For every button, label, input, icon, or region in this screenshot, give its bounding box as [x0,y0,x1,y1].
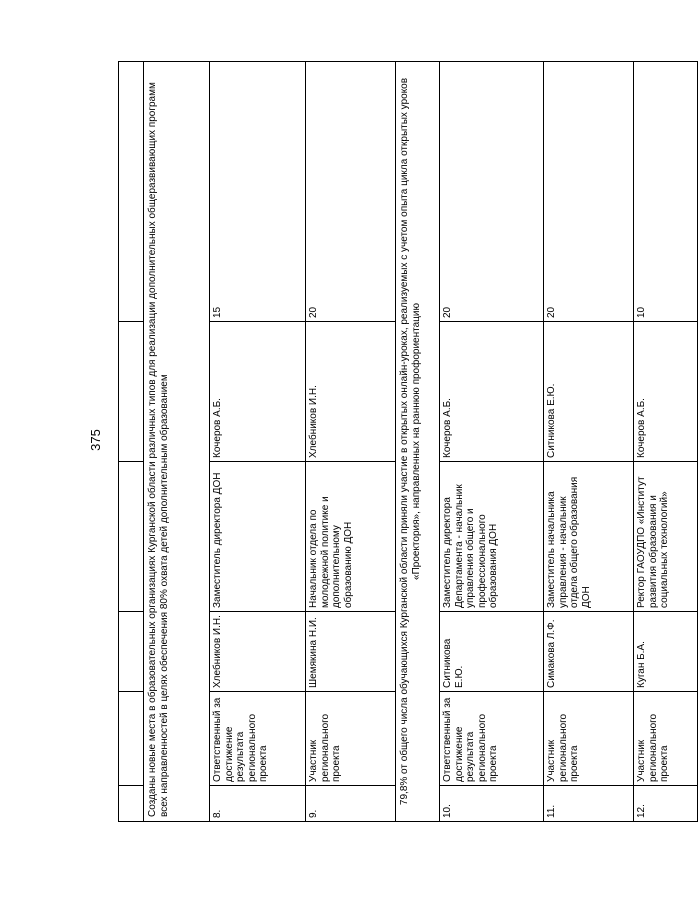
section-row [144,62,210,822]
header-cell [119,322,144,462]
table-row [440,62,544,822]
weight-cell: 20 [440,62,544,322]
rotated-table-wrapper [118,62,670,822]
role-cell: Ответственный за достижение результата регионального проекта [440,692,544,786]
curator-cell: Ситникова Е.Ю. [544,322,634,462]
row-number: 11. [544,786,634,822]
curator-cell: Кочеров А.Б. [634,322,698,462]
role-cell: Участник регионального проекта [306,692,396,786]
row-number: 8. [210,786,306,822]
role-cell: Участник регионального проекта [634,692,698,786]
header-cell [119,462,144,612]
role-cell: Участник регионального проекта [544,692,634,786]
name-cell: Куган Б.А. [634,612,698,692]
responsibility-table [118,61,698,822]
name-cell: Симакова Л.Ф. [544,612,634,692]
section-row [396,62,440,822]
header-cell [119,62,144,322]
row-number: 12. [634,786,698,822]
curator-cell: Кочеров А.Б. [440,322,544,462]
name-cell: Шемякина Н.И. [306,612,396,692]
curator-cell: Хлебников И.Н. [306,322,396,462]
weight-cell: 15 [210,62,306,322]
page-number: 375 [88,429,103,451]
weight-cell: 20 [306,62,396,322]
position-cell: Заместитель директора ДОН [210,462,306,612]
weight-cell: 20 [544,62,634,322]
table-row [210,62,306,822]
header-cell [119,692,144,786]
row-number: 9. [306,786,396,822]
section-title: 79,8% от общего числа обучающихся Курганской области приняли участие в открытых онлайн-уроках, реализуемых с учетом опыта цикла открытых уроков «Проектория», направленных на раннюю профориентацию [396,62,440,822]
role-cell: Ответственный за достижение результата регионального проекта [210,692,306,786]
curator-cell: Кочеров А.Б. [210,322,306,462]
table-body [119,62,698,822]
position-cell: Заместитель директора Департамента - начальник управления общего и профессионального образования ДОН [440,462,544,612]
weight-cell: 10 [634,62,698,322]
row-number: 10. [440,786,544,822]
table-row [634,62,698,822]
section-title: Созданы новые места в образовательных организациях Курганской области различных типов для реализации дополнительных общеразвивающих программ всех направленностей в целях обеспечения 80% охвата детей дополнительным образованием [144,62,210,822]
name-cell: Ситникова Е.Ю. [440,612,544,692]
table-row [306,62,396,822]
position-cell: Ректор ГАОУДПО «Институт развития образования и социальных технологий» [634,462,698,612]
header-cell [119,612,144,692]
table-header-row [119,62,144,822]
header-cell [119,786,144,822]
table-row [544,62,634,822]
position-cell: Заместитель начальника управления - начальник отдела общего образования ДОН [544,462,634,612]
position-cell: Начальник отдела по молодежной политике и дополнительному образованию ДОН [306,462,396,612]
name-cell: Хлебников И.Н. [210,612,306,692]
